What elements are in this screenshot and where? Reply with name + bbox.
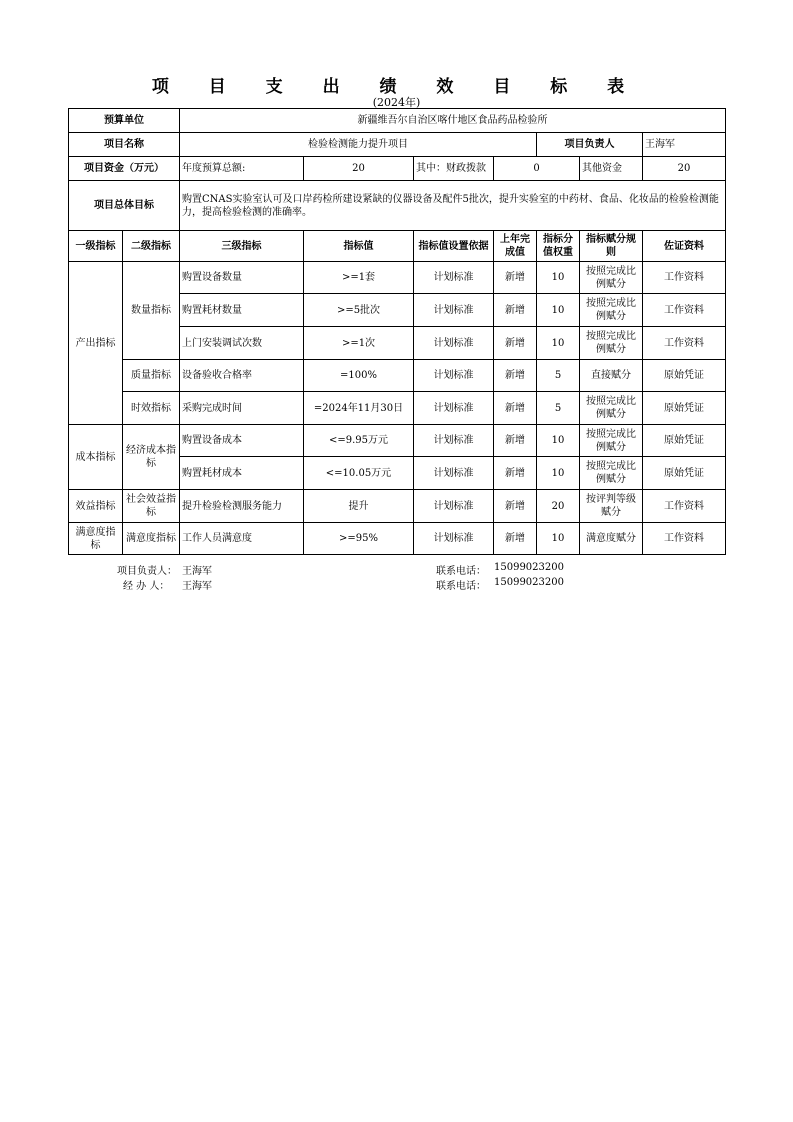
footer-handler-name: 王海军 [182,581,212,592]
indicator-weight: 10 [537,294,580,327]
indicator-basis: 计划标准 [414,262,494,294]
other-funds-label: 其他资金 [580,157,643,181]
footer-phone-2: 15099023200 [494,577,564,588]
project-name-label: 项目名称 [69,133,180,157]
indicator-prev: 新增 [494,360,537,392]
budget-unit-value: 新疆维吾尔自治区喀什地区食品药品检验所 [180,109,726,133]
indicator-prev: 新增 [494,392,537,425]
group-cost: 成本指标 [69,425,123,490]
indicator-prev: 新增 [494,327,537,360]
indicator-value: <=9.95万元 [304,425,414,457]
indicator-value: >=5批次 [304,294,414,327]
indicator-rule: 按评判等级赋分 [580,490,643,523]
indicator-evidence: 原始凭证 [643,360,726,392]
indicator-name: 设备验收合格率 [180,360,304,392]
indicator-prev: 新增 [494,294,537,327]
indicator-basis: 计划标准 [414,392,494,425]
header-level3: 三级指标 [180,231,304,262]
form-year: (2024年) [372,96,421,109]
indicator-name: 购置设备数量 [180,262,304,294]
indicator-name: 上门安装调试次数 [180,327,304,360]
header-level1: 一级指标 [69,231,123,262]
footer-leader-label: 项目负责人： [117,566,177,577]
indicator-evidence: 原始凭证 [643,392,726,425]
indicator-name: 提升检验检测服务能力 [180,490,304,523]
group-benefit: 效益指标 [69,490,123,523]
indicator-value: =2024年11月30日 [304,392,414,425]
header-evidence: 佐证资料 [643,231,726,262]
header-weight: 指标分值权重 [537,231,580,262]
indicator-basis: 计划标准 [414,327,494,360]
indicator-name: 工作人员满意度 [180,523,304,555]
indicator-weight: 10 [537,523,580,555]
indicator-value: >=1次 [304,327,414,360]
indicator-weight: 5 [537,392,580,425]
footer-phone-label-2: 联系电话： [436,581,486,592]
indicator-weight: 20 [537,490,580,523]
indicator-evidence: 工作资料 [643,294,726,327]
indicator-prev: 新增 [494,523,537,555]
indicator-prev: 新增 [494,425,537,457]
indicator-value: <=10.05万元 [304,457,414,490]
indicator-weight: 10 [537,425,580,457]
group-satisfaction: 满意度指标 [69,523,123,555]
footer-phone-1: 15099023200 [494,562,564,573]
group-output: 产出指标 [69,262,123,425]
project-name-value: 检验检测能力提升项目 [180,133,537,157]
indicator-value: >=95% [304,523,414,555]
indicator-basis: 计划标准 [414,457,494,490]
fiscal-label: 其中：财政拨款 [414,157,494,181]
performance-target-table [68,108,726,555]
indicator-evidence: 工作资料 [643,262,726,294]
fiscal-value: 0 [494,157,580,181]
indicator-weight: 10 [537,262,580,294]
indicator-name: 购置耗材数量 [180,294,304,327]
indicator-prev: 新增 [494,262,537,294]
indicator-rule: 满意度赋分 [580,523,643,555]
header-level2: 二级指标 [123,231,180,262]
indicator-weight: 5 [537,360,580,392]
indicator-rule: 按照完成比例赋分 [580,425,643,457]
indicator-evidence: 工作资料 [643,523,726,555]
indicator-name: 采购完成时间 [180,392,304,425]
funds-label: 项目资金（万元） [69,157,180,181]
form-title: 项 目 支 出 绩 效 目 标 表 [151,77,642,97]
header-prev-value: 上年完成值 [494,231,537,262]
header-basis: 指标值设置依据 [414,231,494,262]
budget-unit-label: 预算单位 [69,109,180,133]
indicator-name: 购置设备成本 [180,425,304,457]
indicator-basis: 计划标准 [414,490,494,523]
footer-leader-name: 王海军 [182,566,212,577]
annual-total-value: 20 [304,157,414,181]
annual-total-label: 年度预算总额: [180,157,304,181]
footer-phone-label-1: 联系电话： [436,566,486,577]
project-leader-label: 项目负责人 [537,133,643,157]
indicator-evidence: 工作资料 [643,327,726,360]
header-rule: 指标赋分规则 [580,231,643,262]
overall-goal-label: 项目总体目标 [69,181,180,231]
indicator-value: 提升 [304,490,414,523]
group-economic-cost: 经济成本指标 [123,425,180,490]
group-social-benefit: 社会效益指标 [123,490,180,523]
indicator-evidence: 工作资料 [643,490,726,523]
other-funds-value: 20 [643,157,726,181]
indicator-rule: 按照完成比例赋分 [580,392,643,425]
indicator-weight: 10 [537,327,580,360]
overall-goal-value: 购置CNAS实验室认可及口岸药检所建设紧缺的仪器设备及配件5批次，提升实验室的中药材、食品、化妆品的检验检测能力，提高检验检测的准确率。 [180,181,726,231]
project-leader-value: 王海军 [643,133,726,157]
indicator-rule: 按照完成比例赋分 [580,327,643,360]
indicator-rule: 直接赋分 [580,360,643,392]
indicator-evidence: 原始凭证 [643,425,726,457]
header-value: 指标值 [304,231,414,262]
indicator-rule: 按照完成比例赋分 [580,294,643,327]
indicator-value: =100% [304,360,414,392]
indicator-rule: 按照完成比例赋分 [580,262,643,294]
indicator-weight: 10 [537,457,580,490]
group-quality: 质量指标 [123,360,180,392]
footer-handler-label: 经 办 人： [123,581,170,592]
indicator-basis: 计划标准 [414,523,494,555]
indicator-name: 购置耗材成本 [180,457,304,490]
indicator-prev: 新增 [494,490,537,523]
indicator-prev: 新增 [494,457,537,490]
indicator-value: >=1套 [304,262,414,294]
group-quantity: 数量指标 [123,262,180,360]
indicator-evidence: 原始凭证 [643,457,726,490]
indicator-basis: 计划标准 [414,425,494,457]
indicator-rule: 按照完成比例赋分 [580,457,643,490]
indicator-basis: 计划标准 [414,360,494,392]
group-timeliness: 时效指标 [123,392,180,425]
indicator-basis: 计划标准 [414,294,494,327]
group-satisfaction-sub: 满意度指标 [123,523,180,555]
